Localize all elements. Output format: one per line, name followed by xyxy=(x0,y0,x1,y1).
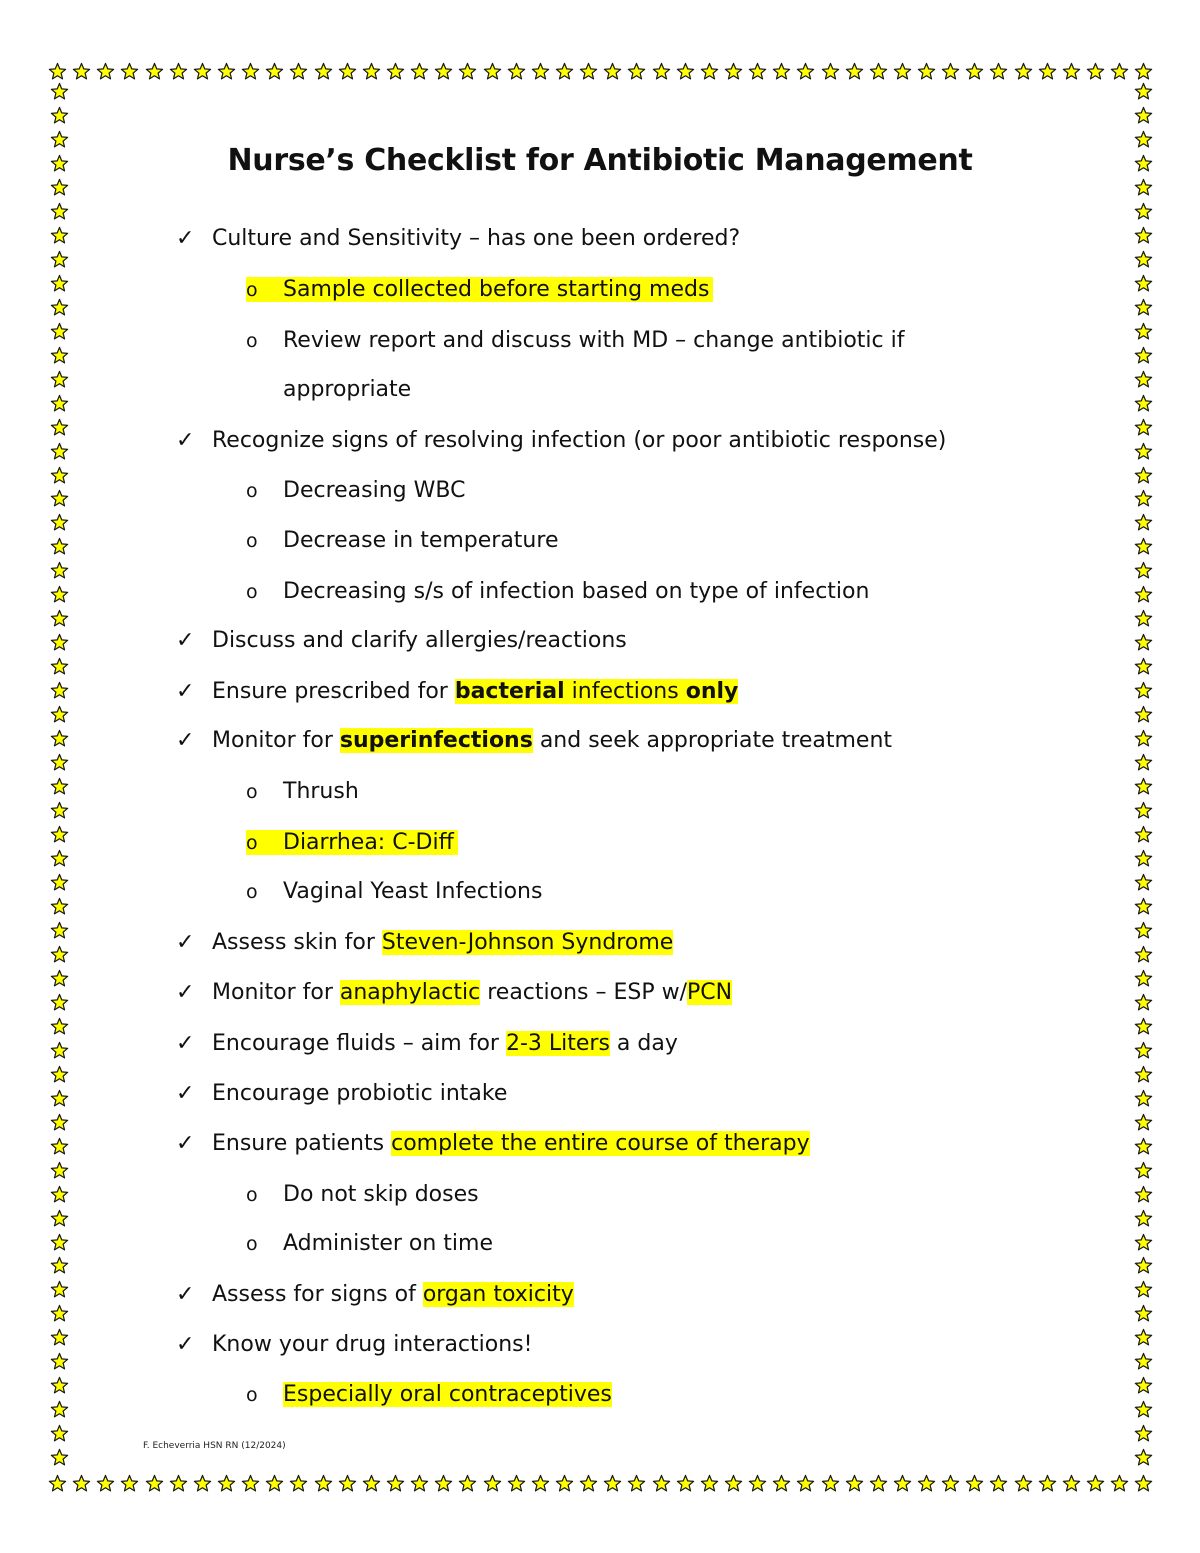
star-icon xyxy=(1134,274,1153,293)
star-icon xyxy=(1134,62,1153,81)
star-icon xyxy=(1134,394,1153,413)
checklist-item: ✓ Encourage fluids – aim for 2-3 Liters a day xyxy=(176,1026,678,1062)
star-icon xyxy=(724,1474,743,1493)
star-icon xyxy=(50,82,69,101)
star-icon xyxy=(1134,1089,1153,1108)
star-icon xyxy=(1134,298,1153,317)
star-icon xyxy=(1134,729,1153,748)
star-icon xyxy=(579,62,598,81)
star-icon xyxy=(169,1474,188,1493)
star-icon xyxy=(1134,513,1153,532)
checklist-item: ✓ Monitor for anaphylactic reactions – ESP w/PCN xyxy=(176,975,732,1011)
sub-item: o Especially oral contraceptives xyxy=(246,1377,612,1413)
star-icon xyxy=(893,62,912,81)
circle-bullet-icon: o xyxy=(246,881,258,903)
checklist-item: ✓ Discuss and clarify allergies/reactions xyxy=(176,623,627,659)
star-icon xyxy=(50,442,69,461)
star-icon xyxy=(50,825,69,844)
check-icon: ✓ xyxy=(176,226,195,251)
star-icon xyxy=(50,1185,69,1204)
star-icon xyxy=(50,1065,69,1084)
star-icon xyxy=(50,1233,69,1252)
star-icon xyxy=(1134,1017,1153,1036)
star-icon xyxy=(338,1474,357,1493)
star-icon xyxy=(50,298,69,317)
star-icon xyxy=(1134,322,1153,341)
star-icon xyxy=(1134,418,1153,437)
star-icon xyxy=(627,1474,646,1493)
star-icon xyxy=(193,1474,212,1493)
star-icon xyxy=(869,1474,888,1493)
checklist-item: ✓ Ensure prescribed for bacterial infections only xyxy=(176,674,738,710)
star-icon xyxy=(50,1256,69,1275)
star-icon xyxy=(217,1474,236,1493)
star-icon xyxy=(917,62,936,81)
star-icon xyxy=(50,753,69,772)
circle-bullet-icon: o xyxy=(246,530,258,552)
star-icon xyxy=(50,585,69,604)
star-icon xyxy=(96,62,115,81)
star-icon xyxy=(1134,801,1153,820)
star-icon xyxy=(217,62,236,81)
sub-item: o Administer on time xyxy=(246,1226,493,1262)
star-icon xyxy=(1038,62,1057,81)
author-footer: F. Echeverria HSN RN (12/2024) xyxy=(143,1441,286,1451)
star-icon xyxy=(1134,561,1153,580)
star-icon xyxy=(1134,609,1153,628)
circle-bullet-icon: o xyxy=(246,1184,258,1206)
circle-bullet-icon: o xyxy=(246,1384,258,1406)
star-icon xyxy=(603,1474,622,1493)
check-icon: ✓ xyxy=(176,930,195,955)
star-icon xyxy=(1134,1041,1153,1060)
star-icon xyxy=(507,1474,526,1493)
star-border-bottom xyxy=(48,1472,1154,1494)
star-icon xyxy=(145,1474,164,1493)
star-icon xyxy=(50,873,69,892)
star-icon xyxy=(120,62,139,81)
circle-bullet-icon: o xyxy=(246,832,258,854)
star-icon xyxy=(50,1017,69,1036)
checklist-item: ✓ Assess for signs of organ toxicity xyxy=(176,1277,574,1313)
star-icon xyxy=(1134,585,1153,604)
sub-item: o Do not skip doses xyxy=(246,1177,479,1213)
star-icon xyxy=(676,1474,695,1493)
star-icon xyxy=(965,62,984,81)
star-icon xyxy=(50,1448,69,1467)
star-icon xyxy=(50,322,69,341)
star-icon xyxy=(1134,945,1153,964)
star-icon xyxy=(1134,1376,1153,1395)
star-icon xyxy=(1110,1474,1129,1493)
check-icon: ✓ xyxy=(176,1282,195,1307)
star-icon xyxy=(50,969,69,988)
star-icon xyxy=(700,1474,719,1493)
star-icon xyxy=(410,1474,429,1493)
star-icon xyxy=(1134,1400,1153,1419)
check-icon: ✓ xyxy=(176,728,195,753)
star-icon xyxy=(50,1161,69,1180)
star-icon xyxy=(50,633,69,652)
star-icon xyxy=(845,62,864,81)
star-icon xyxy=(289,1474,308,1493)
star-icon xyxy=(652,62,671,81)
star-icon xyxy=(700,62,719,81)
star-icon xyxy=(50,993,69,1012)
star-icon xyxy=(50,729,69,748)
star-icon xyxy=(989,62,1008,81)
star-icon xyxy=(50,801,69,820)
star-icon xyxy=(50,370,69,389)
star-icon xyxy=(1134,993,1153,1012)
star-icon xyxy=(410,62,429,81)
star-icon xyxy=(50,897,69,916)
star-icon xyxy=(1134,681,1153,700)
star-icon xyxy=(772,1474,791,1493)
star-icon xyxy=(193,62,212,81)
checklist-item: ✓ Ensure patients complete the entire course of therapy xyxy=(176,1126,810,1162)
checklist-item: ✓ Assess skin for Steven-Johnson Syndrome xyxy=(176,925,673,961)
star-icon xyxy=(579,1474,598,1493)
star-icon xyxy=(1086,1474,1105,1493)
star-icon xyxy=(72,1474,91,1493)
star-icon xyxy=(50,921,69,940)
star-icon xyxy=(1134,633,1153,652)
star-icon xyxy=(169,62,188,81)
star-border-left xyxy=(48,82,70,1468)
star-icon xyxy=(1134,1448,1153,1467)
star-icon xyxy=(434,1474,453,1493)
star-icon xyxy=(241,1474,260,1493)
circle-bullet-icon: o xyxy=(246,330,258,352)
star-border-right xyxy=(1132,82,1154,1468)
star-icon xyxy=(50,418,69,437)
star-icon xyxy=(1134,1137,1153,1156)
star-icon xyxy=(1134,1065,1153,1084)
star-icon xyxy=(1134,1328,1153,1347)
check-icon: ✓ xyxy=(176,628,195,653)
star-icon xyxy=(50,178,69,197)
sub-item: o Thrush xyxy=(246,774,359,810)
star-icon xyxy=(1134,705,1153,724)
star-icon xyxy=(458,62,477,81)
star-icon xyxy=(1062,62,1081,81)
star-icon xyxy=(1134,106,1153,125)
sub-item: o Sample collected before starting meds xyxy=(246,272,713,308)
star-icon xyxy=(386,1474,405,1493)
circle-bullet-icon: o xyxy=(246,279,258,301)
star-icon xyxy=(627,62,646,81)
circle-bullet-icon: o xyxy=(246,1233,258,1255)
star-icon xyxy=(796,1474,815,1493)
page-title: Nurse’s Checklist for Antibiotic Management xyxy=(227,143,973,178)
star-icon xyxy=(1134,1474,1153,1493)
star-icon xyxy=(50,561,69,580)
star-icon xyxy=(50,1280,69,1299)
star-icon xyxy=(362,1474,381,1493)
star-icon xyxy=(48,1474,67,1493)
sub-item: o Decrease in temperature xyxy=(246,523,558,559)
check-icon: ✓ xyxy=(176,1081,195,1106)
star-icon xyxy=(50,849,69,868)
star-icon xyxy=(362,62,381,81)
star-icon xyxy=(1134,250,1153,269)
sub-item: o Decreasing WBC xyxy=(246,473,465,509)
star-icon xyxy=(603,62,622,81)
star-icon xyxy=(531,62,550,81)
star-icon xyxy=(1134,1185,1153,1204)
star-icon xyxy=(50,226,69,245)
star-icon xyxy=(724,62,743,81)
star-icon xyxy=(941,62,960,81)
check-icon: ✓ xyxy=(176,1031,195,1056)
star-icon xyxy=(1134,489,1153,508)
star-icon xyxy=(531,1474,550,1493)
checklist-item: ✓ Culture and Sensitivity – has one been ordered? xyxy=(176,221,740,257)
star-icon xyxy=(1134,1256,1153,1275)
star-icon xyxy=(50,609,69,628)
sub-item-continuation: appropriate xyxy=(283,377,412,402)
star-icon xyxy=(796,62,815,81)
star-icon xyxy=(289,62,308,81)
star-icon xyxy=(1134,1304,1153,1323)
star-icon xyxy=(50,346,69,365)
star-icon xyxy=(1134,1233,1153,1252)
star-icon xyxy=(50,1089,69,1108)
star-icon xyxy=(1110,62,1129,81)
star-icon xyxy=(314,62,333,81)
star-icon xyxy=(1134,82,1153,101)
sub-item: o Decreasing s/s of infection based on type of infection xyxy=(246,574,869,610)
star-icon xyxy=(1134,202,1153,221)
star-icon xyxy=(821,1474,840,1493)
star-icon xyxy=(50,1209,69,1228)
star-icon xyxy=(1134,370,1153,389)
star-icon xyxy=(507,62,526,81)
star-icon xyxy=(50,1137,69,1156)
star-icon xyxy=(50,1352,69,1371)
star-icon xyxy=(50,202,69,221)
star-icon xyxy=(50,489,69,508)
star-icon xyxy=(1134,753,1153,772)
star-icon xyxy=(50,1041,69,1060)
star-icon xyxy=(50,1113,69,1132)
star-border-top xyxy=(48,60,1154,82)
star-icon xyxy=(241,62,260,81)
star-icon xyxy=(1038,1474,1057,1493)
star-icon xyxy=(1134,1424,1153,1443)
star-icon xyxy=(555,62,574,81)
star-icon xyxy=(893,1474,912,1493)
star-icon xyxy=(1134,1280,1153,1299)
sub-item: o Vaginal Yeast Infections xyxy=(246,874,542,910)
star-icon xyxy=(652,1474,671,1493)
checklist-item: ✓ Monitor for superinfections and seek appropriate treatment xyxy=(176,723,892,759)
star-icon xyxy=(772,62,791,81)
circle-bullet-icon: o xyxy=(246,581,258,603)
star-icon xyxy=(50,513,69,532)
star-icon xyxy=(1086,62,1105,81)
star-icon xyxy=(96,1474,115,1493)
star-icon xyxy=(50,1328,69,1347)
star-icon xyxy=(1062,1474,1081,1493)
circle-bullet-icon: o xyxy=(246,781,258,803)
star-icon xyxy=(1134,442,1153,461)
star-icon xyxy=(869,62,888,81)
star-icon xyxy=(1134,1352,1153,1371)
check-icon: ✓ xyxy=(176,1332,195,1357)
star-icon xyxy=(1134,849,1153,868)
check-icon: ✓ xyxy=(176,679,195,704)
checklist-item: ✓ Know your drug interactions! xyxy=(176,1327,532,1363)
check-icon: ✓ xyxy=(176,980,195,1005)
star-icon xyxy=(434,62,453,81)
star-icon xyxy=(50,657,69,676)
star-icon xyxy=(386,62,405,81)
star-icon xyxy=(50,705,69,724)
star-icon xyxy=(458,1474,477,1493)
star-icon xyxy=(72,62,91,81)
checklist-item: ✓ Encourage probiotic intake xyxy=(176,1076,507,1112)
star-icon xyxy=(50,274,69,293)
star-icon xyxy=(1134,873,1153,892)
star-icon xyxy=(50,945,69,964)
star-icon xyxy=(1134,777,1153,796)
check-icon: ✓ xyxy=(176,428,195,453)
star-icon xyxy=(483,1474,502,1493)
star-icon xyxy=(120,1474,139,1493)
star-icon xyxy=(145,62,164,81)
star-icon xyxy=(50,1424,69,1443)
star-icon xyxy=(1134,969,1153,988)
star-icon xyxy=(1134,657,1153,676)
star-icon xyxy=(676,62,695,81)
star-icon xyxy=(338,62,357,81)
star-icon xyxy=(50,250,69,269)
sub-item: o Diarrhea: C-Diff xyxy=(246,825,458,861)
star-icon xyxy=(1134,1113,1153,1132)
star-icon xyxy=(50,1376,69,1395)
star-icon xyxy=(50,777,69,796)
star-icon xyxy=(821,62,840,81)
star-icon xyxy=(48,62,67,81)
star-icon xyxy=(50,106,69,125)
star-icon xyxy=(1134,825,1153,844)
star-icon xyxy=(1014,62,1033,81)
checklist-item: ✓ Recognize signs of resolving infection (or poor antibiotic response) xyxy=(176,423,946,459)
star-icon xyxy=(1014,1474,1033,1493)
circle-bullet-icon: o xyxy=(246,480,258,502)
star-icon xyxy=(483,62,502,81)
star-icon xyxy=(50,681,69,700)
star-icon xyxy=(1134,466,1153,485)
star-icon xyxy=(555,1474,574,1493)
star-icon xyxy=(50,1400,69,1419)
star-icon xyxy=(265,62,284,81)
sub-item: o Review report and discuss with MD – change antibiotic if xyxy=(246,323,904,359)
star-icon xyxy=(1134,346,1153,365)
star-icon xyxy=(50,466,69,485)
star-icon xyxy=(50,1304,69,1323)
star-icon xyxy=(748,62,767,81)
star-icon xyxy=(50,394,69,413)
star-icon xyxy=(1134,921,1153,940)
star-icon xyxy=(1134,897,1153,916)
star-icon xyxy=(1134,1161,1153,1180)
star-icon xyxy=(941,1474,960,1493)
star-icon xyxy=(989,1474,1008,1493)
star-icon xyxy=(1134,1209,1153,1228)
star-icon xyxy=(748,1474,767,1493)
star-icon xyxy=(1134,537,1153,556)
star-icon xyxy=(265,1474,284,1493)
star-icon xyxy=(50,537,69,556)
star-icon xyxy=(1134,226,1153,245)
star-icon xyxy=(965,1474,984,1493)
star-icon xyxy=(845,1474,864,1493)
star-icon xyxy=(314,1474,333,1493)
check-icon: ✓ xyxy=(176,1131,195,1156)
star-icon xyxy=(1134,178,1153,197)
star-icon xyxy=(917,1474,936,1493)
